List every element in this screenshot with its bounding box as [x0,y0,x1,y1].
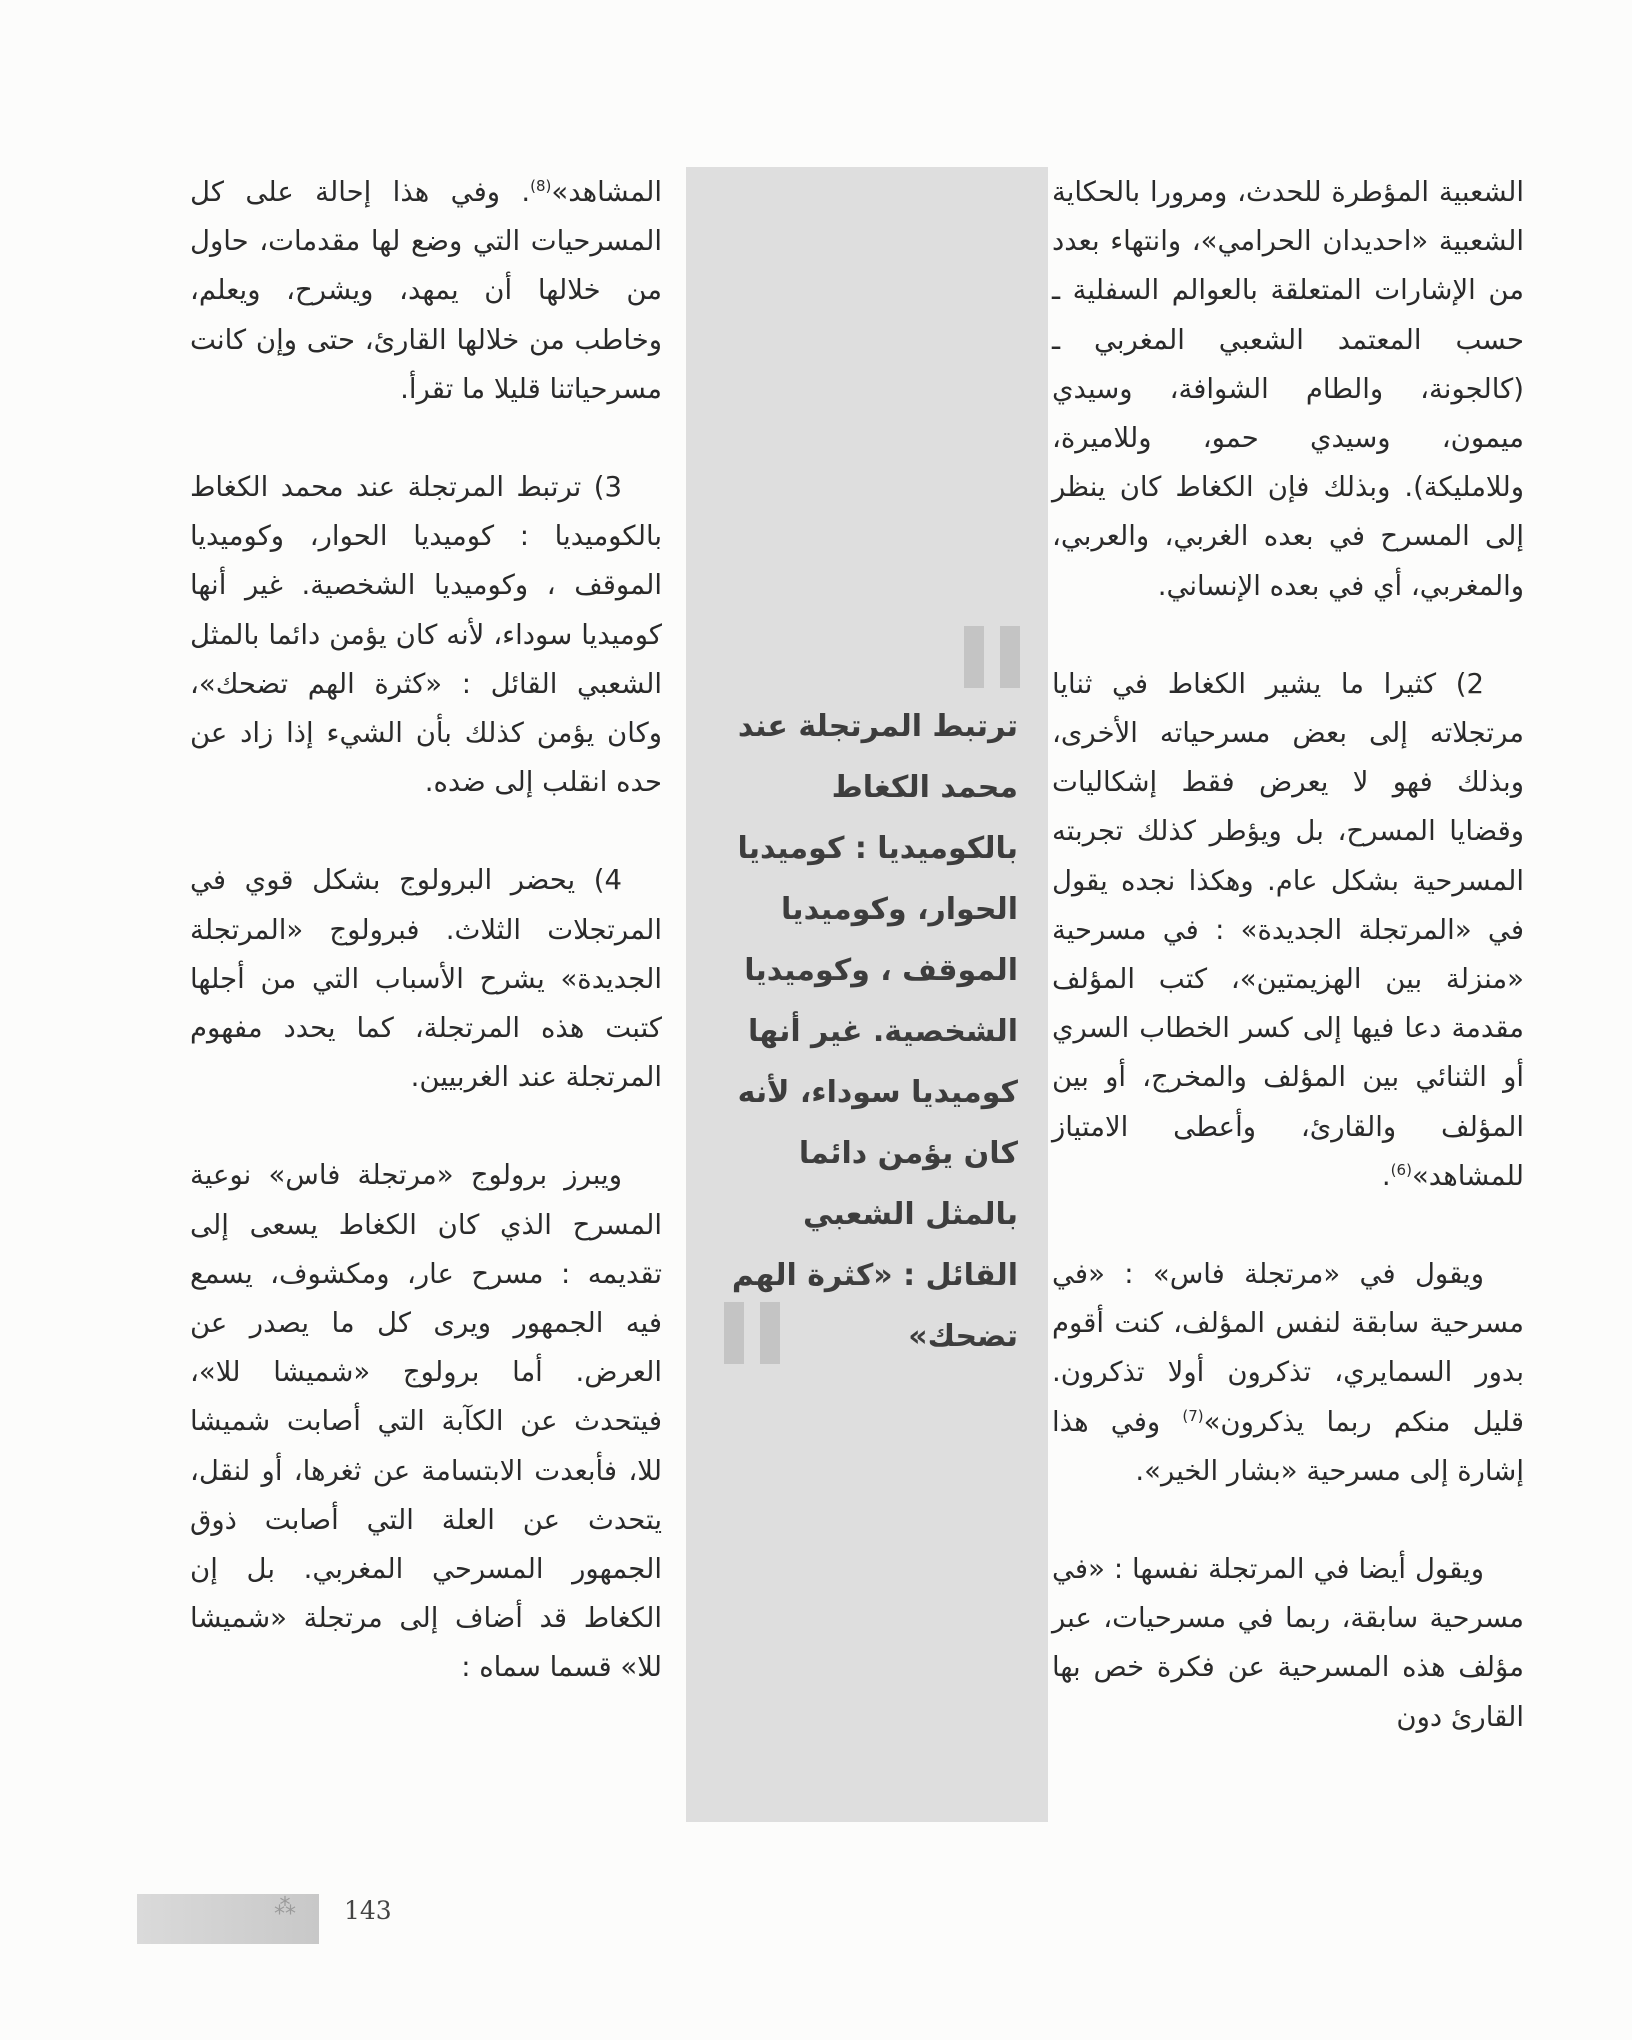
paragraph: 4) يحضر البرولوج بشكل قوي في المرتجلات الثلاث. فبرولوج «المرتجلة الجديدة» يشرح الأسباب التي من أجلها كتبت هذه المرتجلة، كما يحدد مفهوم المرتجلة عند الغربيين. [190,864,662,1094]
paragraph-text: المشاهد» [551,176,662,208]
page-number: 143 [344,1896,392,1925]
paragraph-text: وفي هذا إشارة إلى مسرحية «بشار الخير». [1052,1405,1524,1487]
text-column-right [1052,168,1524,1742]
paragraph [1052,1250,1524,1496]
paragraph: ويقول أيضا في المرتجلة نفسها : «في مسرحية سابقة، ربما في مسرحيات، عبر مؤلف هذه المسرحية عن فكرة خص بها القارئ دون [1052,1553,1524,1733]
footnote-marker: (7) [1182,1406,1204,1425]
paragraph-text: 2) كثيرا ما يشير الكغاط في ثنايا مرتجلاته إلى بعض مسرحياته الأخرى، وبذلك فهو لا يعرض فقط إشكاليات وقضايا المسرح، بل ويؤطر كذلك تجربته المسرحية بشكل عام. وهكذا نجده يقول في «المرتجلة الجديدة» : في مسرحية «منزلة بين الهزيمتين»، كتب المؤلف مقدمة دعا فيها إلى كسر الخطاب السري أو الثنائي بين المؤلف والمخرج، أو بين المؤلف والقارئ، وأعطى الامتياز للمشاهد» [1052,667,1524,1192]
paragraph [1052,660,1524,1201]
paragraph-text: . [1381,1159,1391,1192]
decorative-ornament-icon: ⁂ [274,1895,296,1920]
pull-quote: ترتبط المرتجلة عند محمد الكغاط بالكوميديا : كوميديا الحوار، وكوميديا الموقف ، وكوميديا الشخصية. غير أنها كوميديا سوداء، لأنه كان يؤمن دائما بالمثل الشعبي القائل : «كثرة الهم تضحك» [731,709,1018,1354]
text-column-left [190,168,662,1693]
quote-close-icon [724,1302,780,1364]
paragraph-text: ويقول في «مرتجلة فاس» : «في مسرحية سابقة لنفس المؤلف، كنت أقوم بدور السمايري، تذكرون أولا تذكرون. قليل منكم ربما يذكرون» [1052,1258,1524,1438]
paragraph: الشعبية المؤطرة للحدث، ومرورا بالحكاية الشعبية «احديدان الحرامي»، وانتهاء بعدد من الإشارات المتعلقة بالعوالم السفلية ـ حسب المعتمد الشعبي المغربي ـ (كالجونة، والطام الشوافة، وسيدي ميمون، وسيدي حمو، وللاميرة، وللامليكة). وبذلك فإن الكغاط كان ينظر إلى المسرح في بعده الغربي، والعربي، والمغربي، أي في بعده الإنساني. [1052,176,1524,602]
paragraph: 3) ترتبط المرتجلة عند محمد الكغاط بالكوميديا : كوميديا الحوار، وكوميديا الموقف ، وكوميديا الشخصية. غير أنها كوميديا سوداء، لأنه كان يؤمن دائما بالمثل الشعبي القائل : «كثرة الهم تضحك»، وكان يؤمن كذلك بأن الشيء إذا زاد عن حده انقلب إلى ضده. [190,471,662,799]
quote-open-icon [964,626,1020,688]
footnote-marker: (8) [530,176,552,195]
paragraph-text: . وفي هذا إحالة على كل المسرحيات التي وضع لها مقدمات، حاول من خلالها أن يمهد، ويشرح، ويعلم، وخاطب من خلالها القارئ، حتى وإن كانت مسرحياتنا قليلا ما تقرأ. [190,176,662,405]
paragraph: ويبرز برولوج «مرتجلة فاس» نوعية المسرح الذي كان الكغاط يسعى إلى تقديمه : مسرح عار، ومكشوف، يسمع فيه الجمهور ويرى كل ما يصدر عن العرض. أما برولوج «شميشا للا»، فيتحدث عن الكآبة التي أصابت شميشا للا، فأبعدت الابتسامة عن ثغرها، أو لنقل، يتحدث عن العلة التي أصابت ذوق الجمهور المسرحي المغربي. بل إن الكغاط قد أضاف إلى مرتجلة «شميشا للا» قسما سماه : [190,1159,662,1684]
footnote-marker: (6) [1390,1160,1412,1179]
paragraph [190,168,662,414]
